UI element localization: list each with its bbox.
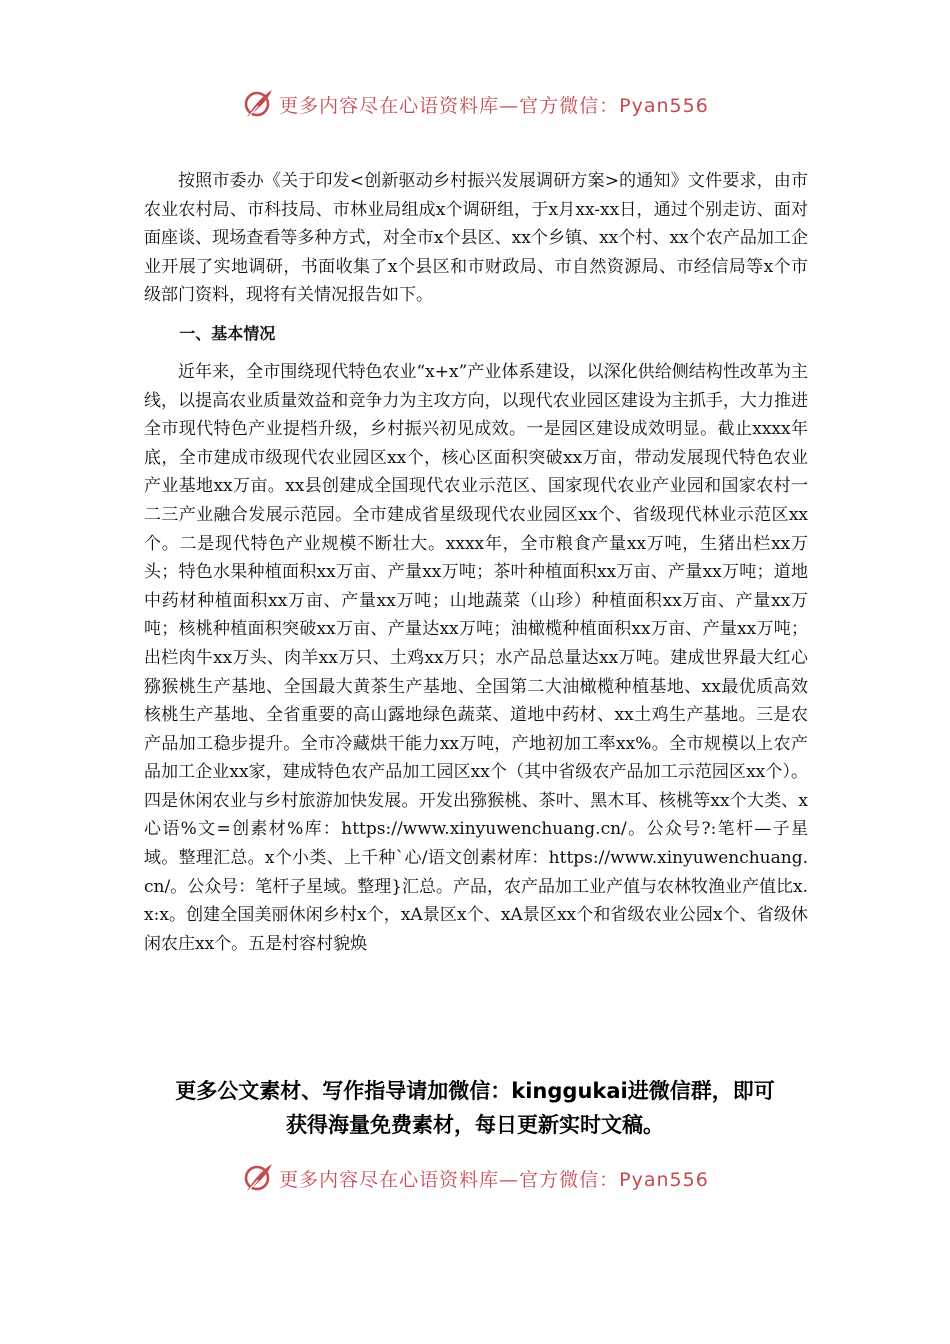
banner-text: 更多内容尽在心语资料库—官方微信：Pyan556 [279,1168,709,1191]
promo-line-1: 更多公文素材、写作指导请加微信：kinggukai进微信群，即可 [175,1079,775,1103]
quill-pen-icon [241,87,275,121]
body-paragraph: 近年来，全市围绕现代特色农业“x+x”产业体系建设，以深化供给侧结构性改革为主线，以提高农业质量效益和竞争力为主攻方向，以现代农业园区建设为主抓手，大力推进全市现代特色产业提档升级，乡村振兴初见成效。一是园区建设成效明显。截止xxxx年底，全市建成市级现代农业园区xx个，核心区面积突破xx万亩，带动发展现代特色农业产业基地xx万亩。xx县创建成全国现代农业示范区、国家现代农业产业园和国家农村一二三产业融合发展示范园。全市建成省星级现代农业园区xx个、省级现代林业示范区xx个。二是现代特色产业规模不断壮大。xxxx年，全市粮食产量xx万吨，生猪出栏xx万头；特色水果种植面积xx万亩、产量xx万吨；茶叶种植面积xx万亩、产量xx万吨；道地中药材种植面积xx万亩、产量xx万吨；山地蔬菜（山珍）种植面积xx万亩、产量xx万吨；核桃种植面积突破xx万亩、产量达xx万吨；油橄榄种植面积xx万亩、产量xx万吨；出栏肉牛xx万头、肉羊xx万只、土鸡xx万只；水产品总量达xx万吨。建成世界最大红心猕猴桃生产基地、全国最大黄茶生产基地、全国第二大油橄榄种植基地、xx最优质高效核桃生产基地、全省重要的高山露地绿色蔬菜、道地中药材、xx土鸡生产基地。三是农产品加工稳步提升。全市冷藏烘干能力xx万吨，产地初加工率xx%。全市规模以上农产品加工企业xx家，建成特色农产品加工园区xx个（其中省级农产品加工示范园区xx个）。四是休闲农业与乡村旅游加快发展。开发出猕猴桃、茶叶、黑木耳、核桃等xx个大类、x心语%文=创素材%库：https://www.xinyuwenchuang.cn/。公众号?:笔杆—子星域。整理汇总。x个小类、上千种`心/语文创素材库：https://www.xinyuwenchuang.cn/。公众号：笔杆子星域。整理}汇总。产品，农产品加工业产值与农林牧渔业产值比x.x:x。创建全国美丽休闲乡村x个，xA景区x个、xA景区xx个和省级农业公园x个、省级休闲农庄xx个。五是村容村貌焕 [144,361,809,954]
banner-text: 更多内容尽在心语资料库—官方微信：Pyan556 [279,94,709,117]
banner-wechat-id: Pyan556 [619,94,709,117]
section-heading: 一、基本情况 [179,323,276,343]
intro-paragraph: 按照市委办《关于印发<创新驱动乡村振兴发展调研方案>的通知》文件要求，由市农业农村局、市科技局、市林业局组成x个调研组，于x月xx-xx日，通过个别走访、面对面座谈、现场查看等多种方式，对全市x个县区、xx个乡镇、xx个村、xx个农产品加工企业开展了实地调研，书面收集了x个县区和市财政局、市自然资源局、市经信局等x个市级部门资料，现将有关情况报告如下。 [144,171,808,306]
footer-watermark-banner [0,1156,950,1200]
banner-wechat-id: Pyan556 [619,1168,709,1191]
quill-pen-icon [241,1161,275,1195]
header-watermark-banner [0,82,950,126]
document-body [144,167,808,958]
promo-block [0,1074,950,1142]
promo-line-2: 获得海量免费素材，每日更新实时文稿。 [286,1113,664,1137]
